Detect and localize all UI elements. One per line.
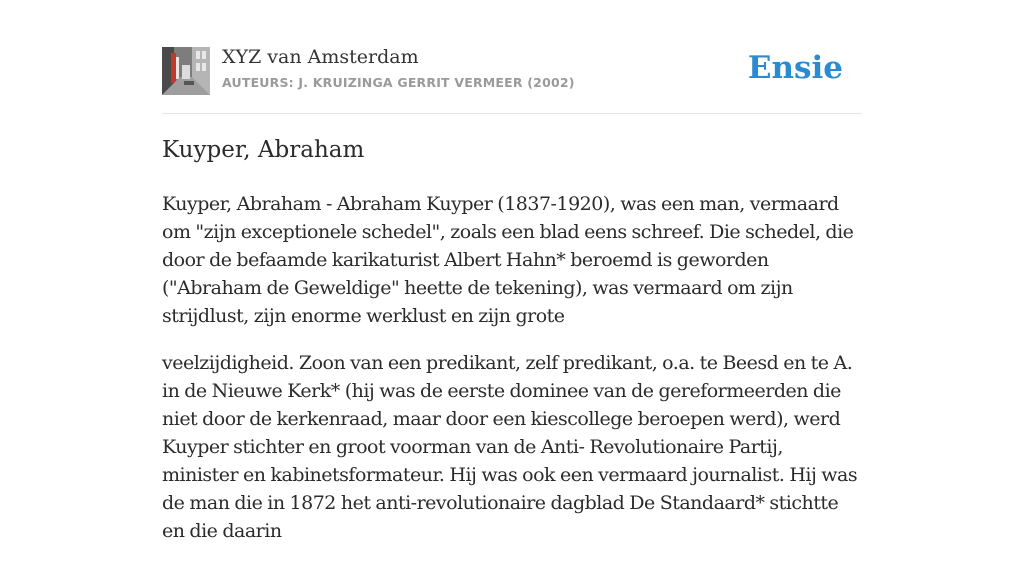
- header-divider: [162, 113, 862, 114]
- page: [162, 0, 862, 542]
- entry-title: Kuyper, Abraham: [162, 137, 365, 163]
- book-authors: AUTEURS: J. KRUIZINGA GERRIT VERMEER (2002): [222, 75, 575, 90]
- book-title[interactable]: XYZ van Amsterdam: [222, 46, 419, 68]
- entry-body: [162, 190, 862, 564]
- book-header: [162, 46, 862, 98]
- entry-paragraph: Kuyper, Abraham - Abraham Kuyper (1837-1920), was een man, vermaard om "zijn exceptionele schedel", zoals een blad eens schreef. Die schedel, die door de befaamde karikaturist Albert Hahn* beroemd is geworden ("Abraham de Geweldige" heette de tekening), was vermaard om zijn strijdlust, zijn enorme werklust en zijn grote: [162, 193, 854, 327]
- entry-paragraph: veelzijdigheid. Zoon van een predikant, zelf predikant, o.a. te Beesd en te A. in de Nieuwe Kerk* (hij was de eerste dominee van de gereformeerden die niet door de kerkenraad, maar door een kiescollege beroepen werd), werd Kuyper stichter en groot voorman van de Anti- Revolutionaire Partij, minister en kabinetsformateur. Hij was ook een vermaard journalist. Hij was de man die in 1872 het anti-revolutionaire dagblad De Standaard* stichtte en die daarin: [162, 352, 858, 542]
- book-cover-avatar[interactable]: [162, 47, 210, 95]
- street-photo-icon: [162, 47, 210, 95]
- ensie-logo-link[interactable]: Ensie: [747, 50, 843, 86]
